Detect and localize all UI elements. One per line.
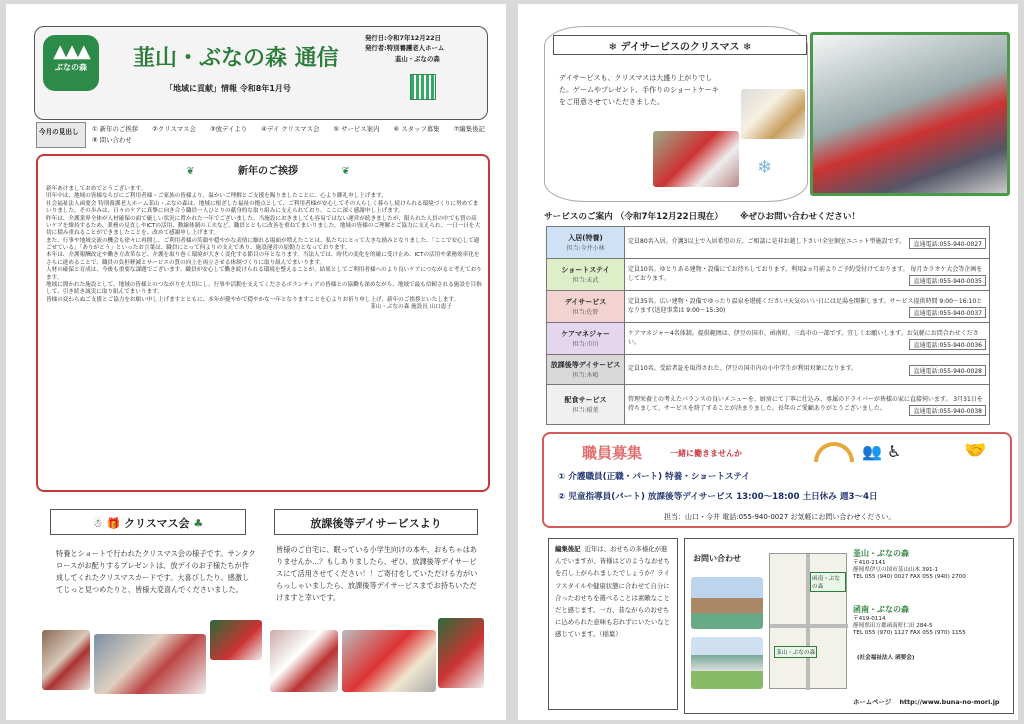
table-row bbox=[547, 227, 990, 259]
greeting-sign: 韮山・ぶなの森 施設長 山口恵子 bbox=[370, 304, 452, 310]
service-tel: 直通電話:055-940-0036 bbox=[909, 339, 986, 350]
day-photo-cake bbox=[741, 89, 805, 139]
day-photo-santa-hats bbox=[653, 131, 739, 187]
recruit-tagline: 一緒に働きませんか bbox=[670, 449, 742, 458]
access-map bbox=[769, 553, 847, 689]
tree-icon: ♣ bbox=[193, 517, 204, 530]
xmas-heading: クリスマス会 bbox=[123, 517, 190, 530]
table-row bbox=[547, 323, 990, 355]
recruit-line-2: ② 児童指導員(パート) 放課後等デイサービス 13:00～18:00 土日休み 週3～4日 bbox=[558, 492, 878, 502]
service-desc-cell: 定員80名入居。介護3以上で入居希望の方。ご相談に是非お越し下さい!全室個室ユニット型施設です。 直通電話:055-940-0027 bbox=[625, 227, 990, 259]
service-desc-cell: 定員10名。ゆとりある建物・設備にてお待ちしております。利用2ヵ月前よりご予約受付けております。 毎月カラオケ大会等企画をしております。 直通電話:055-940-0035 bbox=[625, 259, 990, 291]
services-note: ※ぜひお問い合わせください！ bbox=[739, 212, 861, 222]
afterschool-heading-box bbox=[274, 509, 478, 535]
greeting-paragraph: 昨年は、介護業界全体が人材確保の面で厳しい状況に置かれた一年でございました。当施設におきましても容易ではない運営が続きましたが、限られた人員の中でも質の高いケアを維持するため、業務の見直しやICTの活用、動線体制の工夫など、職員とともに改善を重ねてまいりました。地域の皆様のご理解とご協力に支えられ、一日一日を大切に積み重ねることができましたことを、改めて感謝申し上げます。 bbox=[46, 215, 481, 237]
facility-zip: 〒419-0114 bbox=[853, 615, 886, 622]
homepage-label: ホームページ bbox=[853, 698, 892, 706]
service-desc-cell: 定員10名。受給者証を取得された、伊豆の国市内の小中学生が利用対象になります。 直通電話:055-940-0028 bbox=[625, 355, 990, 385]
corporation-name: (社会福祉法人 函要会) bbox=[857, 655, 915, 661]
services-heading-row bbox=[544, 210, 1014, 222]
toc-item: ③放デイより bbox=[209, 125, 248, 133]
service-tel: 直通電話:055-940-0035 bbox=[909, 275, 986, 286]
service-tel: 直通電話:055-940-0027 bbox=[909, 238, 986, 249]
service-tel: 直通電話:055-940-0037 bbox=[909, 307, 986, 318]
table-row bbox=[547, 385, 990, 425]
map-road bbox=[770, 624, 848, 628]
services-table bbox=[546, 226, 990, 425]
greeting-paragraph: 地域に開かれた施設として、地域の皆様とのつながりを大切にし、行事や活動を支えてくださるボランティアの皆様との協働も深めながら、地域で最も信頼される施設を目指して、引き続き誠実に取り組んでまいります。 bbox=[46, 281, 482, 296]
greeting-body bbox=[46, 186, 482, 311]
logo bbox=[43, 35, 99, 91]
greeting-section bbox=[36, 154, 490, 492]
toc-item: ④デイ クリスマス会 bbox=[261, 125, 320, 133]
service-desc-cell: 定員35名。広い建物・設備でゆったり温泉を堪能ください!天気のいい日には足湯を開催します。サービス提供時間 9:00～16:10となります(送迎事業は 9:00～15:30) 直通電話:055-940-0037 bbox=[625, 291, 990, 323]
service-tel: 直通電話:055-940-0028 bbox=[909, 365, 986, 376]
toc-item: ⑥ スタッフ募集 bbox=[393, 125, 440, 133]
toc-items bbox=[92, 124, 488, 146]
day-xmas-text: デイサービスも、クリスマスは大盛り上がりでした。ゲームやプレゼント、手作りのショートケーキをご用意させていただきました。 bbox=[559, 74, 719, 106]
newsletter-title: 韮山・ぶなの森 通信 bbox=[133, 45, 339, 71]
newsletter-subtitle: 「地域に貢献」情報 令和8年1月号 bbox=[165, 84, 291, 93]
table-row bbox=[547, 355, 990, 385]
issue-meta bbox=[365, 33, 444, 64]
afterschool-text: 皆様のご自宅に、眠っている小学生向けの本や、おもちゃはありませんか…？もしありましたら、ぜひ、放課後等デイサービスにて活用させてください！！ご寄付をしていただける方がいらっしゃいましたら、放課後等デイサービスまでお持ちいただけますと幸いです。 bbox=[276, 545, 478, 602]
contact-section bbox=[684, 538, 1014, 714]
gift-icon: 🎁 bbox=[106, 517, 121, 530]
greeting-paragraph: 新年あけましておめでとうございます。 bbox=[46, 186, 147, 192]
snowman-icon: ☃ bbox=[92, 517, 103, 530]
holly-icon: ❦ bbox=[186, 166, 195, 177]
recruit-line-1: ① 介護職員(正職・パート) 特養・ショートステイ bbox=[558, 472, 750, 482]
tree-icon: ▲▲▲ bbox=[53, 41, 89, 62]
day-xmas-section bbox=[544, 26, 808, 202]
publisher-label: 発行者:特別養護老人ホーム bbox=[365, 44, 445, 53]
map-label-nirayama: 韮山・ぶなの森 bbox=[774, 646, 817, 658]
toc-item: ⑦編集後記 bbox=[453, 125, 485, 133]
left-page bbox=[6, 4, 506, 720]
greeting-title: 新年のご挨拶 bbox=[238, 166, 298, 177]
address-nirayama bbox=[853, 549, 1011, 582]
greeting-paragraph: また、行事や地域交流の機会も徐々に再開し、ご利用者様の笑顔や穏やかな表情に触れる場面が増えたことは、私たちにとって大きな励みとなりました。「ここで安心して過ごせている」「ありがとう」といったお言葉は、職員にとって何よりの支えであり、施設運営の原動力となっております。 bbox=[46, 237, 480, 251]
newsletter-header bbox=[34, 26, 488, 120]
greeting-paragraph: 人材の確保と育成は、今後も重要な課題でございます。職員が安心して働き続けられる環境を整えることが、結果としてご利用者様へのより良いケアにつながると考えております。 bbox=[46, 267, 482, 281]
services-heading: サービスのご案内 （令和7年12月22日現在） bbox=[544, 212, 723, 222]
greeting-paragraph: 旧年中は、地域の皆様ならびにご利用者様・ご家族の皆様より、温かいご理解とご支援を賜りましたことに、心より御礼申し上げます。 bbox=[46, 193, 387, 200]
toc-item: ① 新年のご挨拶 bbox=[92, 125, 139, 133]
editor-text: 近年は、おせちの多様化が進んでいますが、皆様はどのようなおせちを召し上がられましたでしょうか？ライフスタイルや健康状態に合わせて自分に合ったおせちを選べることは素敵なことだと感じます。一方、昔ながらのおせちに込められた意味も忘れずにいたいなと感じています。（稲葉） bbox=[555, 545, 671, 639]
snowflake-icon: ❄ bbox=[757, 157, 773, 178]
xmas-heading-box bbox=[50, 509, 246, 535]
caregivers-illustration: 👥 ♿ bbox=[862, 442, 902, 461]
toc-item: ⑤ サービス案内 bbox=[333, 125, 380, 133]
address-kannami bbox=[853, 605, 1011, 638]
editor-note bbox=[548, 538, 678, 710]
snowflake-icon: ❄ bbox=[742, 42, 752, 53]
service-tel: 直通電話:055-940-0038 bbox=[909, 405, 986, 416]
facility-tel: TEL 055 (940) 0027 FAX 055 (940) 2700 bbox=[853, 574, 966, 581]
service-name-cell: ケアマネジャー 担当:市川 bbox=[547, 323, 625, 355]
rainbow-icon bbox=[814, 442, 854, 462]
homepage-row bbox=[853, 697, 999, 706]
facility-name: 函南・ぶなの森 bbox=[853, 605, 909, 614]
issue-date: 発行日:令和7年12月22日 bbox=[365, 34, 441, 42]
snowflake-icon: ❄ bbox=[608, 42, 618, 53]
recruit-section bbox=[542, 432, 1012, 528]
homepage-link[interactable]: http://www.buna-no-mori.jp bbox=[899, 698, 1000, 706]
toc-label: 今月の見出し bbox=[36, 122, 86, 148]
facility-tel: TEL 055 (970) 1127 FAX 055 (970) 1155 bbox=[853, 630, 966, 637]
greeting-paragraph: 皆様の変わらぬご支援とご協力をお願い申し上げますとともに、本年が健やかで穏やかな一年となりますことを心よりお祈り申し上げ、新年のご挨拶といたします。 bbox=[46, 296, 460, 303]
handshake-icon: 🤝 bbox=[964, 440, 987, 461]
day-photo-party bbox=[810, 32, 1010, 196]
toc-item: ⑧ 問い合わせ bbox=[92, 135, 132, 144]
photo-building-kannami bbox=[691, 577, 763, 629]
table-row bbox=[547, 259, 990, 291]
table-of-contents bbox=[36, 122, 488, 148]
day-xmas-heading: デイサービスのクリスマス bbox=[620, 42, 740, 53]
afterschool-photo-table bbox=[342, 630, 436, 692]
greeting-heading bbox=[138, 162, 398, 177]
afterschool-heading: 放課後等デイサービスより bbox=[310, 517, 442, 530]
facility-name: 韮山・ぶなの森 bbox=[853, 549, 909, 558]
greeting-paragraph: 社会福祉法人函要会 特別養護老人ホーム韮山・ぶなの森は、地域に根ざした福祉の拠点として、ご利用者様が安心してその人らしく暮らし続けられる環境づくりに努めてまいりました。その歩みは、日々のケアに真摯に向き合う職員一人ひとりの献身的な取り組みに支えられており、ここに深く感謝申し上げます。 bbox=[46, 200, 479, 215]
recruit-heading: 職員募集 bbox=[582, 444, 643, 462]
editor-label: 編集後記 bbox=[555, 545, 581, 553]
service-name-cell: 入居(特養) 担当:今井小林 bbox=[547, 227, 625, 259]
contact-heading: お問い合わせ bbox=[693, 554, 741, 563]
service-name-cell: デイサービス 担当:佐野 bbox=[547, 291, 625, 323]
publisher-name: 韮山・ぶなの森 bbox=[395, 54, 440, 63]
right-page bbox=[518, 4, 1018, 720]
facility-address: 静岡県伊豆の国市韮山山木 391-1 bbox=[853, 566, 939, 573]
facility-zip: 〒410-2141 bbox=[853, 559, 886, 566]
toc-item: ②クリスマス会 bbox=[152, 125, 196, 133]
greeting-paragraph: 本年は、介護報酬改定や働き方改革など、介護を取り巻く環境が大きく変化する節目の年となります。当法人では、時代の変化を的確に受け止め、ICTの活用や業務効率化をさらに進めることで、職員の負担軽減とサービスの質の向上を両立させる体制づくりに取り組んでまいります。 bbox=[46, 252, 480, 266]
afterschool-photo-wreath bbox=[438, 618, 484, 688]
day-xmas-heading-box bbox=[553, 35, 807, 55]
service-desc-cell: 管理栄養士の考えたバランスの良いメニューを、厨房にて丁寧に仕込み、専属のドライバーが皆様の家に直接伺います。 3月31日を持ちまして、サービスを終了することが決まりました。長年のご愛顧ありがとうございました。 直通電話:055-940-0038 bbox=[625, 385, 990, 425]
facility-address: 静岡県田方郡函南町仁田 284-5 bbox=[853, 622, 933, 629]
afterschool-photo-crafts bbox=[270, 630, 338, 692]
service-name-cell: 放課後等デイサービス 担当:木嶋 bbox=[547, 355, 625, 385]
xmas-photo-card bbox=[210, 620, 262, 660]
logo-text: ぶなの森 bbox=[55, 63, 87, 72]
xmas-photo-residents bbox=[94, 634, 206, 694]
holly-icon: ❦ bbox=[341, 166, 350, 177]
table-row bbox=[547, 291, 990, 323]
service-name-cell: ショートステイ 担当:末武 bbox=[547, 259, 625, 291]
service-desc-cell: ケアマネジャー4名体制。提供範囲は、伊豆の国市、函南町、三島市の一部です。宜しくお願いします。お気軽にお問合わせください。 直通電話:055-940-0036 bbox=[625, 323, 990, 355]
xmas-text: 特養とショートで行われたクリスマス会の様子です。サンタクロースがお配りするプレゼントは、放デイのお子様たちが作成してくれたクリスマスカードです。大喜びしたり、感激してじっと見つめたりと、皆様大変喜んでくださいました。 bbox=[56, 549, 256, 594]
xmas-photo-santa bbox=[42, 630, 90, 690]
photo-building-nirayama bbox=[691, 637, 763, 689]
map-label-kannami: 函南・ぶなの森 bbox=[810, 572, 846, 592]
service-name-cell: 配食サービス 担当:稲葉 bbox=[547, 385, 625, 425]
recruit-contact: 担当：山口・今井 電話:055-940-0027 お気軽にお問い合わせください。 bbox=[664, 513, 896, 521]
qr-code bbox=[411, 75, 435, 99]
